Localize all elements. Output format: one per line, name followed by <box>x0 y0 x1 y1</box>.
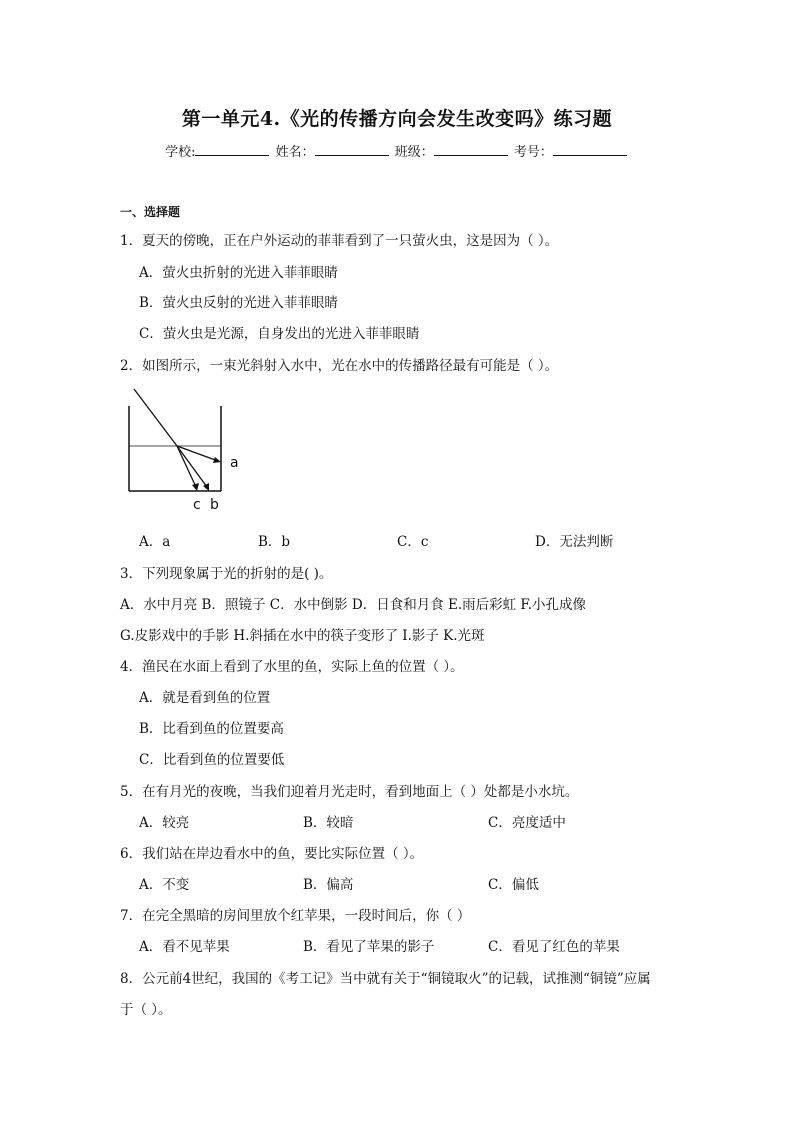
question-1-stem: 1．夏天的傍晚，正在户外运动的菲菲看到了一只萤火虫，这是因为（ ）。 <box>120 233 559 249</box>
question-2-stem: 2．如图所示，一束光斜射入水中，光在水中的传播路径最有可能是（ ）。 <box>120 358 559 374</box>
question-5-option-c: C．亮度适中 <box>488 815 566 831</box>
ray-c-arrowhead <box>192 483 199 491</box>
ray-a-arrowhead <box>213 457 221 463</box>
question-5-stem: 5．在有月光的夜晚，当我们迎着月光走时，看到地面上（ ）处都是小水坑。 <box>120 784 579 800</box>
label-a: a <box>230 455 239 471</box>
question-4-option-c: C．比看到鱼的位置要低 <box>139 752 285 768</box>
question-2-option-b: B．b <box>258 534 291 550</box>
question-3-choices-line-2: G.皮影戏中的手影 H.斜插在水中的筷子变形了 I.影子 K.光斑 <box>120 628 485 644</box>
label-c: c <box>193 497 201 513</box>
question-1-option-c: C．萤火虫是光源，自身发出的光进入菲菲眼睛 <box>139 326 420 342</box>
question-7-option-c: C．看见了红色的苹果 <box>488 939 620 955</box>
incident-ray <box>134 389 177 446</box>
question-5-option-b: B．较暗 <box>303 815 354 831</box>
exam-number-label: 考号： <box>513 145 553 160</box>
question-5-option-a: A．较亮 <box>139 815 190 831</box>
question-1-option-a: A．萤火虫折射的光进入菲菲眼睛 <box>139 265 338 281</box>
question-3-stem: 3．下列现象属于光的折射的是( )。 <box>120 566 333 582</box>
question-4-option-a: A．就是看到鱼的位置 <box>139 690 271 706</box>
question-7-option-b: B．看见了苹果的影子 <box>303 939 435 955</box>
question-1-option-b: B．萤火虫反射的光进入菲菲眼睛 <box>139 295 338 311</box>
refraction-figure <box>120 385 260 515</box>
section-heading: 一、选择题 <box>120 205 181 219</box>
question-3-choices-line-1: A．水中月亮 B．照镜子 C．水中倒影 D．日食和月食 E.雨后彩虹 F.小孔成像 <box>120 597 586 613</box>
question-4-option-b: B．比看到鱼的位置要高 <box>139 721 284 737</box>
question-6-option-b: B．偏高 <box>303 877 354 893</box>
label-b: b <box>210 497 219 513</box>
question-2-option-d: D．无法判断 <box>535 534 614 550</box>
name-blank[interactable] <box>315 143 389 156</box>
question-2-option-c: C．c <box>397 534 429 550</box>
question-7-stem: 7．在完全黑暗的房间里放个红苹果，一段时间后，你（ ） <box>120 908 471 924</box>
school-label: 学校: <box>165 145 196 160</box>
question-4-stem: 4．渔民在水面上看到了水里的鱼，实际上鱼的位置（ ）。 <box>120 659 464 675</box>
class-label: 班级： <box>394 145 434 160</box>
page-title: 第一单元4.《光的传播方向会发生改变吗》练习题 <box>181 108 613 130</box>
class-blank[interactable] <box>434 143 508 156</box>
school-blank[interactable] <box>195 143 269 156</box>
question-6-option-c: C．偏低 <box>488 877 539 893</box>
exam-number-blank[interactable] <box>553 143 627 156</box>
question-6-stem: 6．我们站在岸边看水中的鱼，要比实际位置（ ）。 <box>120 846 424 862</box>
question-2-option-a: A．a <box>139 534 171 550</box>
question-7-option-a: A．看不见苹果 <box>139 939 230 955</box>
name-label: 姓名： <box>275 145 315 160</box>
ray-b-arrowhead <box>203 483 209 491</box>
student-info-line <box>0 141 794 160</box>
question-8-stem: 8．公元前4世纪，我国的《考工记》当中就有关于“铜镜取火”的记载，试推测“铜镜”应属 <box>120 971 651 987</box>
question-6-option-a: A．不变 <box>139 877 190 893</box>
question-8-stem-continued: 于（ ）。 <box>120 1002 172 1018</box>
